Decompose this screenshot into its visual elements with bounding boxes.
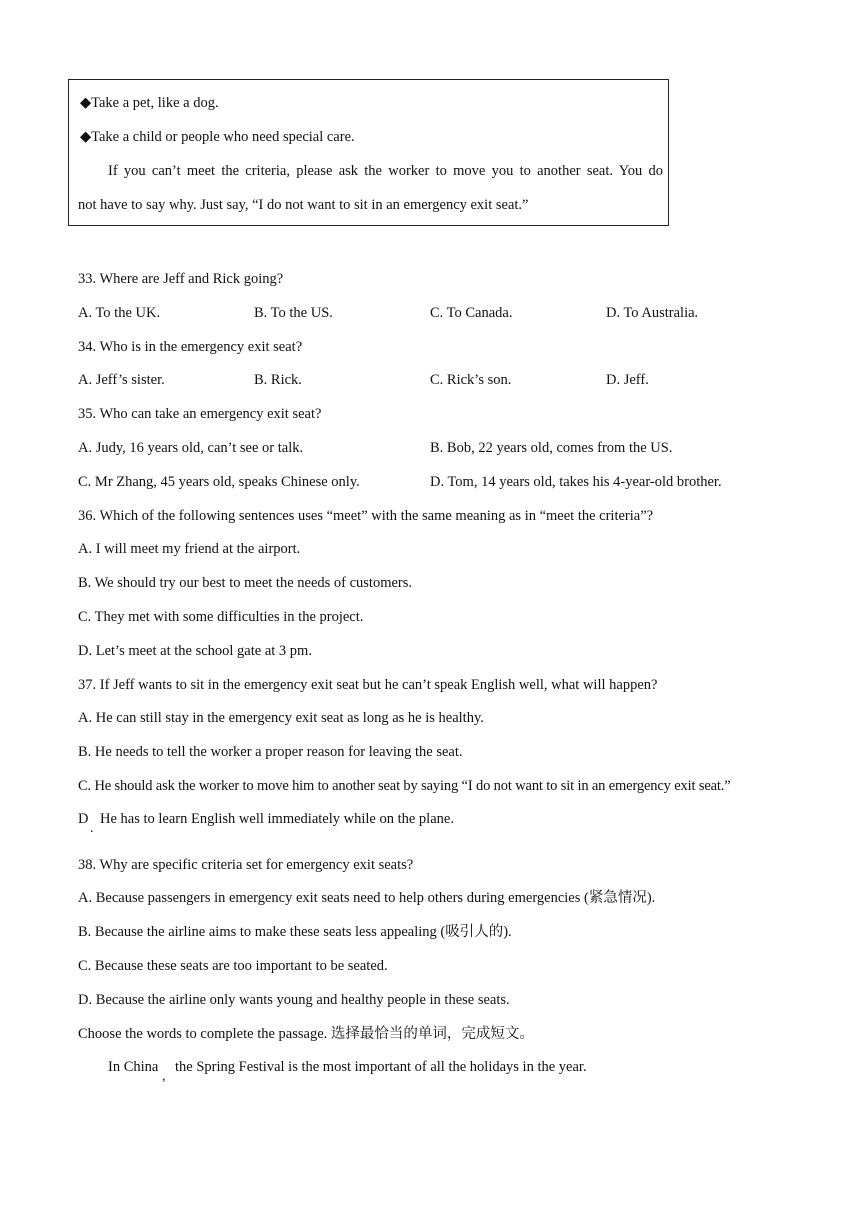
question-37-option-d-letter: D xyxy=(78,811,89,827)
question-38-option-a: A. Because passengers in emergency exit seats need to help others during emergencies (紧急情况). xyxy=(78,890,656,906)
question-35-stem: 35. Who can take an emergency exit seat? xyxy=(78,406,322,422)
question-34-option-a: A. Jeff’s sister. xyxy=(78,372,165,388)
question-36-option-b: B. We should try our best to meet the needs of customers. xyxy=(78,575,413,591)
question-34-option-b: B. Rick. xyxy=(254,372,302,388)
passage-mark: , xyxy=(162,1069,166,1084)
question-38-option-b: B. Because the airline aims to make these seats less appealing (吸引人的). xyxy=(78,924,512,940)
question-33-option-c: C. To Canada. xyxy=(430,305,513,321)
question-38-option-c: C. Because these seats are too important to be seated. xyxy=(78,958,388,974)
question-33-option-b: B. To the US. xyxy=(254,305,333,321)
question-36-option-c: C. They met with some difficulties in the project. xyxy=(78,609,364,625)
question-36-stem: 36. Which of the following sentences uses “meet” with the same meaning as in “meet the criteria”? xyxy=(78,508,654,524)
question-34-stem: 34. Who is in the emergency exit seat? xyxy=(78,339,303,355)
question-37-option-c: C. He should ask the worker to move him to another seat by saying “I do not want to sit in an emergency exit seat.” xyxy=(78,778,731,794)
question-38-option-d: D. Because the airline only wants young and healthy people in these seats. xyxy=(78,992,510,1008)
question-35-option-c: C. Mr Zhang, 45 years old, speaks Chinese only. xyxy=(78,474,360,490)
bullet-pet: ◆Take a pet, like a dog. xyxy=(80,95,219,111)
question-34-option-d: D. Jeff. xyxy=(606,372,649,388)
box-paragraph-line-1: If you can’t meet the criteria, please ask the worker to move you to another seat. You do xyxy=(108,163,663,179)
question-37-option-a: A. He can still stay in the emergency exit seat as long as he is healthy. xyxy=(78,710,484,726)
question-33-option-a: A. To the UK. xyxy=(78,305,161,321)
question-37-option-d-text: He has to learn English well immediately while on the plane. xyxy=(100,811,454,827)
question-33-stem: 33. Where are Jeff and Rick going? xyxy=(78,271,284,287)
question-37-option-d-mark: . xyxy=(90,821,94,836)
question-35-option-d: D. Tom, 14 years old, takes his 4-year-old brother. xyxy=(430,474,722,490)
question-36-option-a: A. I will meet my friend at the airport. xyxy=(78,541,301,557)
passage-first-line: the Spring Festival is the most important of all the holidays in the year. xyxy=(175,1059,587,1075)
question-35-option-b: B. Bob, 22 years old, comes from the US. xyxy=(430,440,673,456)
bullet-child: ◆Take a child or people who need special care. xyxy=(80,129,355,145)
question-34-option-c: C. Rick’s son. xyxy=(430,372,512,388)
passage-start: In China xyxy=(108,1059,159,1075)
question-37-stem: 37. If Jeff wants to sit in the emergency exit seat but he can’t speak English well, what will happen? xyxy=(78,677,658,693)
question-33-option-d: D. To Australia. xyxy=(606,305,699,321)
question-38-stem: 38. Why are specific criteria set for emergency exit seats? xyxy=(78,857,414,873)
question-35-option-a: A. Judy, 16 years old, can’t see or talk. xyxy=(78,440,304,456)
section-instruction: Choose the words to complete the passage. 选择最恰当的单词，完成短文。 xyxy=(78,1026,534,1042)
box-paragraph-line-2: not have to say why. Just say, “I do not want to sit in an emergency exit seat.” xyxy=(78,197,529,213)
question-37-option-b: B. He needs to tell the worker a proper reason for leaving the seat. xyxy=(78,744,463,760)
question-36-option-d: D. Let’s meet at the school gate at 3 pm. xyxy=(78,643,312,659)
